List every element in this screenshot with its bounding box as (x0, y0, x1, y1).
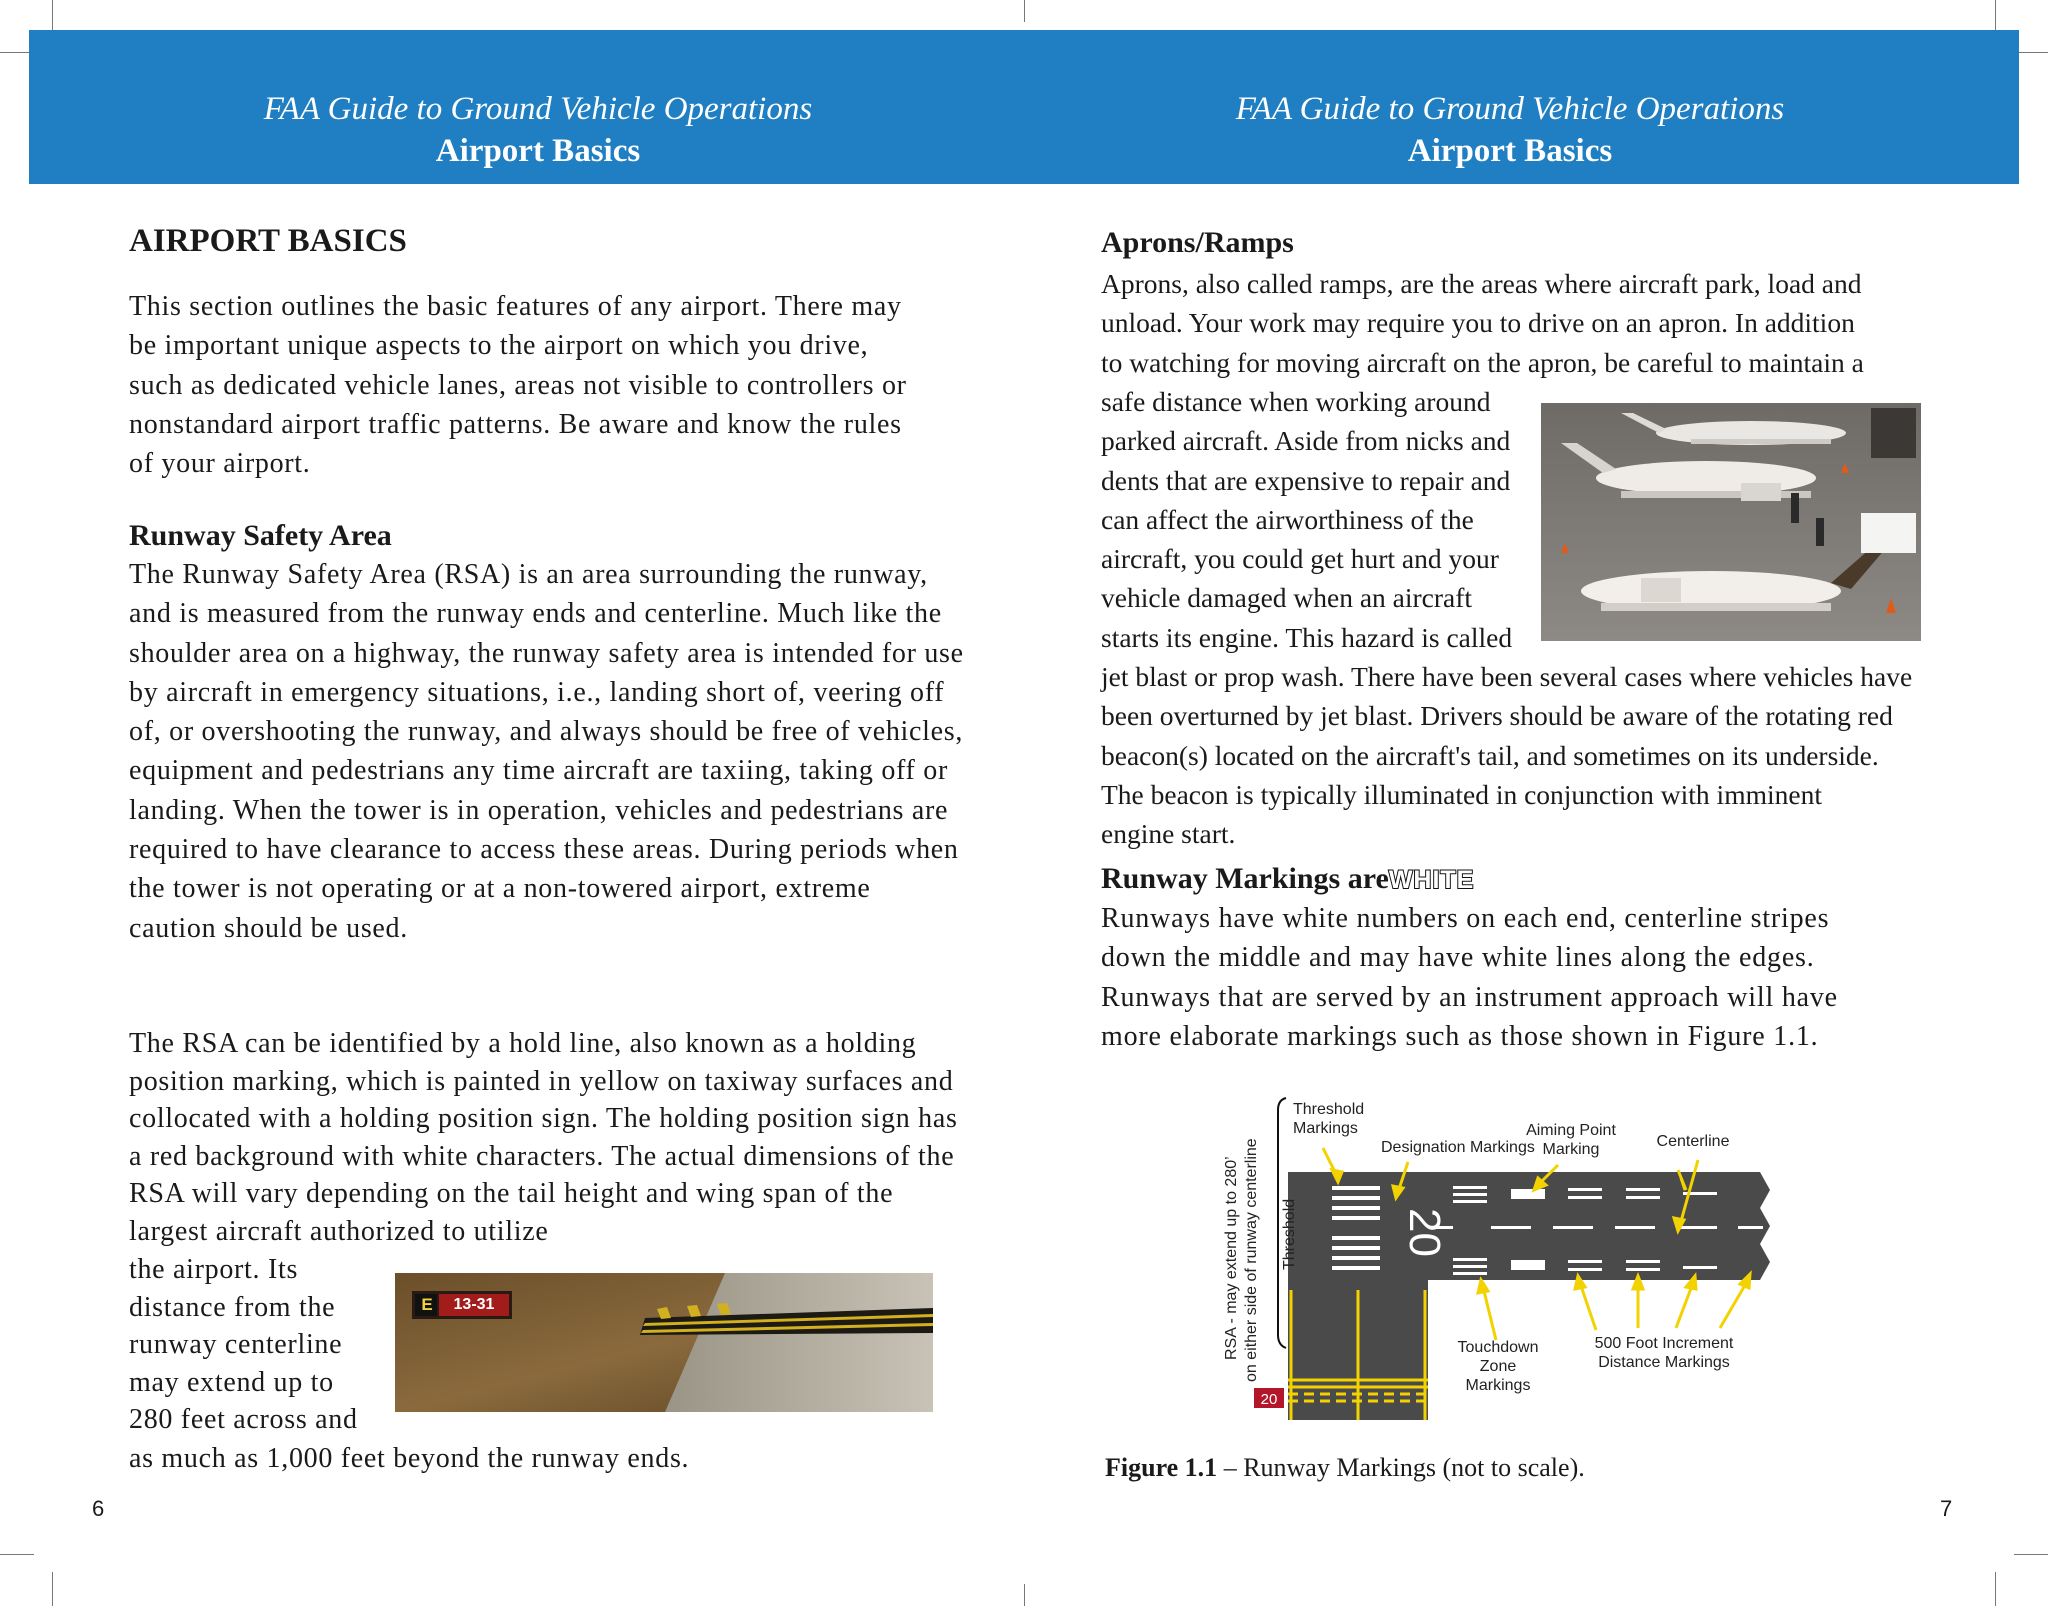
runway-designation-number: 20 (1400, 1208, 1449, 1257)
hold-sign-number: 20 (1260, 1391, 1278, 1408)
rsa-end-line: as much as 1,000 feet beyond the runway ends. (129, 1443, 690, 1474)
caption-label: Figure 1.1 (1105, 1453, 1218, 1482)
text-line: The beacon is typically illuminated in conjunction with imminent (1101, 778, 1822, 810)
text-line: Aprons, also called ramps, are the areas where aircraft park, load and (1101, 268, 1862, 299)
text-line: more elaborate markings such as those shown in Figure 1.1. (1101, 1020, 1819, 1052)
label-touchdown-2: Zone (1479, 1358, 1517, 1375)
label-increment-1: 500 Foot Increment (1594, 1335, 1734, 1352)
text-line: to watching for moving aircraft on the apron, be careful to maintain a (1101, 346, 1864, 378)
wrap-line: runway centerline (129, 1329, 343, 1361)
label-threshold-markings-2: Markings (1293, 1120, 1358, 1137)
aprons-paragraph-top (1101, 264, 1864, 382)
label-rsa-1: RSA - may extend up to 280’ (1223, 1156, 1240, 1360)
figure-caption (1105, 1453, 1585, 1483)
text-line: down the middle and may have white lines along the edges. (1101, 942, 1815, 974)
text-line: safe distance when working around (1101, 386, 1491, 417)
white-word: WHITE (1388, 866, 1475, 894)
text-line: beacon(s) located on the aircraft's tail, and sometimes on its underside. (1101, 739, 1879, 771)
text-line: been overturned by jet blast. Drivers should be aware of the rotating red (1101, 700, 1893, 732)
wrap-line: the airport. Its (129, 1254, 299, 1285)
aiming-point-bar (1511, 1189, 1545, 1199)
text-line: parked aircraft. Aside from nicks and (1101, 425, 1511, 457)
rsa-paragraph-2: The RSA can be identified by a hold line, also known as a holding position marking, which is painted in yellow on taxiway surfaces and collocated with a holding position sign. The holding position sign has a red background with white characters. The actual dimensions of the RSA will vary depending on the tail height and wing span of the largest aircraft authorized to utilize (129, 1028, 958, 1247)
runway-markings-figure (1208, 1090, 1778, 1420)
label-designation-markings: Designation Markings (1381, 1139, 1535, 1156)
rsa-heading: Runway Safety Area (129, 519, 392, 552)
text-line: engine start. (1101, 818, 1236, 850)
text-line: dents that are expensive to repair and (1101, 464, 1511, 496)
label-centerline: Centerline (1656, 1133, 1730, 1150)
right-running-header (1210, 88, 1810, 172)
page-title: AIRPORT BASICS (129, 223, 407, 259)
text-line: can affect the airworthiness of the (1101, 503, 1474, 535)
intro-paragraph: This section outlines the basic features of any airport. There may be important unique aspects to the airport on which you drive, such as dedicated vehicle lanes, areas not visible to controllers or nonstandard airport traffic patterns. Be aware and know the rules of your airport. (129, 291, 907, 480)
wrap-line: may extend up to (129, 1366, 334, 1398)
text-line: jet blast or prop wash. There have been several cases where vehicles have (1101, 661, 1913, 692)
label-threshold-markings-1: Threshold (1293, 1101, 1365, 1118)
right-header-subtitle: Airport Basics (1407, 133, 1613, 169)
right-header-title: FAA Guide to Ground Vehicle Operations (1235, 91, 1785, 127)
rsa-paragraph: The Runway Safety Area (RSA) is an area surrounding the runway, and is measured from the runway ends and centerline. Much like the shoulder area on a highway, the runway safety area is intended for use by aircraft in emergency situations, i.e., landing short of, veering off of, or overshooting the runway, and always should be free of vehicles, equipment and pedestrians any time aircraft are taxiing, taking off or landing. When the tower is in operation, vehicles and pedestrians are required to have clearance to access these areas. During periods when the tower is not operating or at a non-towered airport, extreme caution should be used. (129, 559, 964, 944)
hold-sign-runway: 13-31 (453, 1296, 495, 1313)
text-line: aircraft, you could get hurt and your (1101, 543, 1499, 575)
hold-sign-location: E (421, 1295, 433, 1314)
markings-heading (1101, 862, 1474, 896)
caption-text: – Runway Markings (not to scale). (1217, 1453, 1585, 1482)
wrap-line: distance from the (129, 1291, 336, 1323)
label-increment-2: Distance Markings (1598, 1354, 1730, 1371)
text-line: starts its engine. This hazard is called (1101, 621, 1513, 653)
text-line: Runways have white numbers on each end, centerline stripes (1101, 903, 1830, 934)
markings-paragraph (1101, 899, 1838, 1056)
aprons-heading: Aprons/Ramps (1101, 226, 1294, 259)
left-running-header (238, 88, 838, 172)
label-threshold: Threshold (1281, 1198, 1298, 1270)
page-number-left: 6 (92, 1496, 105, 1521)
aprons-paragraph-rest (1101, 657, 1912, 853)
label-touchdown-3: Markings (1465, 1377, 1531, 1394)
label-aiming-point-1: Aiming Point (1526, 1122, 1616, 1139)
rsa-wrap-text (129, 1251, 358, 1439)
text-line: vehicle damaged when an aircraft (1101, 582, 1473, 614)
label-aiming-point-2: Marking (1542, 1141, 1600, 1158)
aprons-paragraph-wrap (1101, 382, 1512, 657)
page-number-right: 7 (1940, 1496, 1953, 1521)
text-line: unload. Your work may require you to drive on an apron. In addition (1101, 307, 1855, 339)
hold-line-photo (395, 1273, 933, 1412)
aiming-point-bar (1511, 1260, 1545, 1270)
label-rsa-2: on either side of runway centerline (1243, 1138, 1260, 1382)
markings-heading-text: Runway Markings are (1101, 862, 1389, 895)
left-header-title: FAA Guide to Ground Vehicle Operations (263, 91, 813, 127)
left-header-subtitle: Airport Basics (435, 133, 641, 169)
label-touchdown-1: Touchdown (1457, 1339, 1539, 1356)
runway-diagram-svg (1208, 1090, 1778, 1420)
apron-aircraft-photo (1541, 403, 1921, 641)
wrap-line: 280 feet across and (129, 1404, 358, 1436)
text-line: Runways that are served by an instrument approach will have (1101, 981, 1838, 1013)
